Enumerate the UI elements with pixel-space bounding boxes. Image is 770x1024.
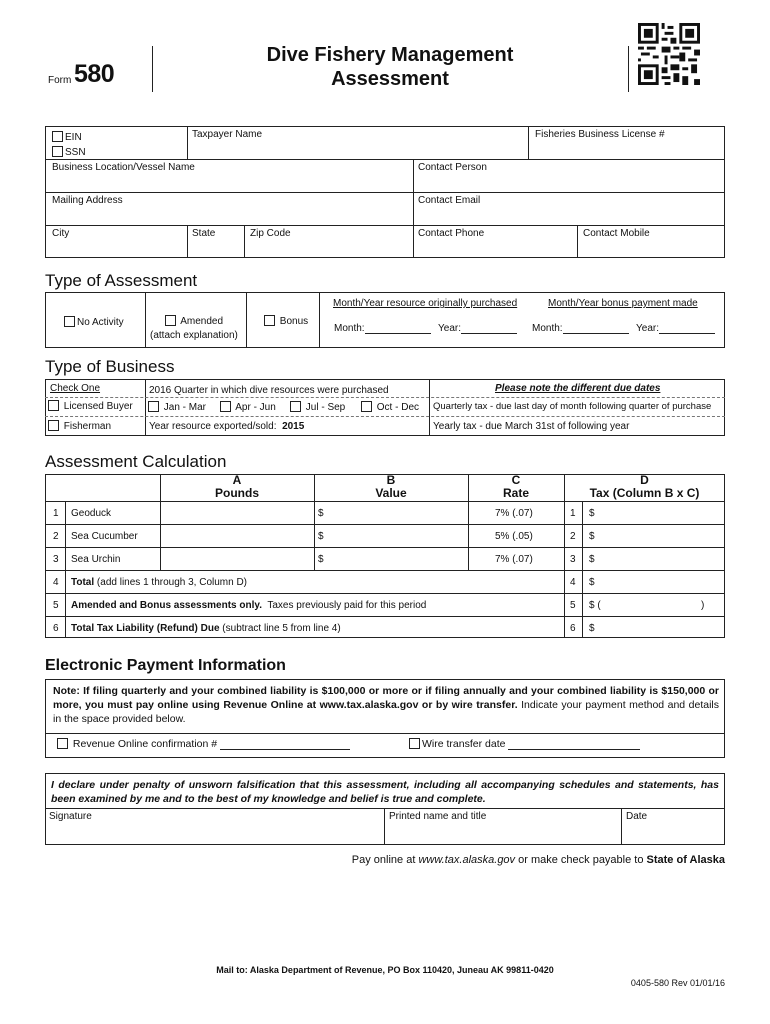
col-c-header: C Rate <box>502 473 529 500</box>
business-type-heading: Type of Business <box>45 357 175 376</box>
calc-row-sea-urchin[interactable]: 3 Sea Urchin $ 7% (.07) 3 $ <box>53 554 595 565</box>
form-number: 580 <box>74 60 115 88</box>
wire-transfer-field[interactable]: Wire transfer date <box>409 738 640 750</box>
orig-month-field[interactable]: Month: <box>334 323 431 334</box>
taxpayer-name-field[interactable]: Taxpayer Name <box>192 129 263 140</box>
bonus-year-field[interactable]: Year: <box>636 323 715 334</box>
date-field[interactable]: Date <box>626 811 648 822</box>
city-field[interactable]: City <box>52 228 70 239</box>
qr-code-icon <box>638 22 700 86</box>
header-divider <box>152 46 153 92</box>
pay-online-note: Pay online at www.tax.alaska.gov or make check payable to State of Alaska <box>351 854 725 866</box>
calc-row-amended[interactable]: 5 Amended and Bonus assessments only. Taxes previously paid for this period 5 $ ( ) <box>53 600 705 611</box>
orig-year-field[interactable]: Year: <box>438 323 517 334</box>
no-activity-checkbox[interactable]: No Activity <box>64 316 124 328</box>
contact-mobile-field[interactable]: Contact Mobile <box>583 228 650 239</box>
payment-note: Note: If filing quarterly and your combined liability is $100,000 or more or if filing annually and your combined liability is $150,000 or more, you must pay online using Revenue Online at www.tax.alaska.gov or by wire transfer. Indicate your payment method and details in the space provided below. <box>53 685 719 725</box>
state-field[interactable]: State <box>192 228 216 239</box>
col-a-header: A Pounds <box>215 473 259 500</box>
calc-row-total[interactable]: 4 Total (add lines 1 through 3, Column D) 4 $ <box>53 577 595 588</box>
pay-online-link[interactable]: www.tax.alaska.gov <box>418 854 516 866</box>
contact-phone-field[interactable]: Contact Phone <box>418 228 485 239</box>
signature-field[interactable]: Signature <box>49 811 92 822</box>
col-b-header: B Value <box>375 473 407 500</box>
assessment-type-heading: Type of Assessment <box>45 271 198 290</box>
check-one-label: Check One <box>50 383 101 394</box>
printed-name-field[interactable]: Printed name and title <box>389 811 487 822</box>
amended-checkbox[interactable]: Amended <box>165 315 223 327</box>
calc-row-geoduck[interactable]: 1 Geoduck $ 7% (.07) 1 $ <box>53 508 595 519</box>
ein-checkbox[interactable]: EIN <box>52 131 82 143</box>
due-date-note: Please note the different due dates <box>495 383 661 394</box>
revision-number: 0405-580 Rev 01/01/16 <box>630 978 725 988</box>
bonus-payment-header: Month/Year bonus payment made <box>548 298 698 309</box>
quarter-q1-checkbox[interactable]: Jan - Mar <box>148 401 206 413</box>
form-label: Form <box>48 75 72 86</box>
calc-row-liability[interactable]: 6 Total Tax Liability (Refund) Due (subtract line 5 from line 4) 6 $ <box>53 623 595 634</box>
license-field[interactable]: Fisheries Business License # <box>535 129 665 140</box>
col-d-header: D Tax (Column B x C) <box>589 473 700 500</box>
quarter-q3-checkbox[interactable]: Jul - Sep <box>290 401 345 413</box>
quarter-label: 2016 Quarter in which dive resources were purchased <box>149 385 389 396</box>
quarterly-due: Quarterly tax - due last day of month following quarter of purchase <box>433 401 712 412</box>
business-location-field[interactable]: Business Location/Vessel Name <box>52 162 195 173</box>
fisherman-checkbox[interactable]: Fisherman <box>48 420 111 432</box>
ssn-checkbox[interactable]: SSN <box>52 146 86 158</box>
header-divider-right <box>628 46 629 92</box>
page-title-line1: Dive Fishery Management <box>266 44 514 66</box>
orig-purchase-header: Month/Year resource originally purchased <box>333 298 518 309</box>
bonus-month-field[interactable]: Month: <box>532 323 629 334</box>
payment-heading: Electronic Payment Information <box>45 657 286 674</box>
attach-note: (attach explanation) <box>150 330 238 341</box>
zip-field[interactable]: Zip Code <box>250 228 291 239</box>
licensed-buyer-checkbox[interactable]: Licensed Buyer <box>48 400 133 412</box>
mailing-address-field[interactable]: Mailing Address <box>52 195 123 206</box>
contact-email-field[interactable]: Contact Email <box>418 195 481 206</box>
calc-row-sea-cucumber[interactable]: 2 Sea Cucumber $ 5% (.05) 2 $ <box>53 531 595 542</box>
page-title-line2: Assessment <box>331 68 449 90</box>
revenue-online-field[interactable]: Revenue Online confirmation # <box>57 738 350 750</box>
calc-heading: Assessment Calculation <box>45 452 227 471</box>
quarter-q4-checkbox[interactable]: Oct - Dec <box>361 401 419 413</box>
quarter-q2-checkbox[interactable]: Apr - Jun <box>220 401 276 413</box>
bonus-checkbox[interactable]: Bonus <box>264 315 308 327</box>
yearly-due: Yearly tax - due March 31st of following year <box>433 421 630 432</box>
contact-person-field[interactable]: Contact Person <box>418 162 487 173</box>
declaration-text: I declare under penalty of unsworn falsification that this assessment, including all accompanying schedules and statements, has been examined by me and to the best of my knowledge and belief is true and complete. <box>51 779 719 805</box>
exported-year: Year resource exported/sold: 2015 <box>149 421 305 432</box>
mail-to-address: Mail to: Alaska Department of Revenue, PO Box 110420, Juneau AK 99811-0420 <box>216 965 554 975</box>
